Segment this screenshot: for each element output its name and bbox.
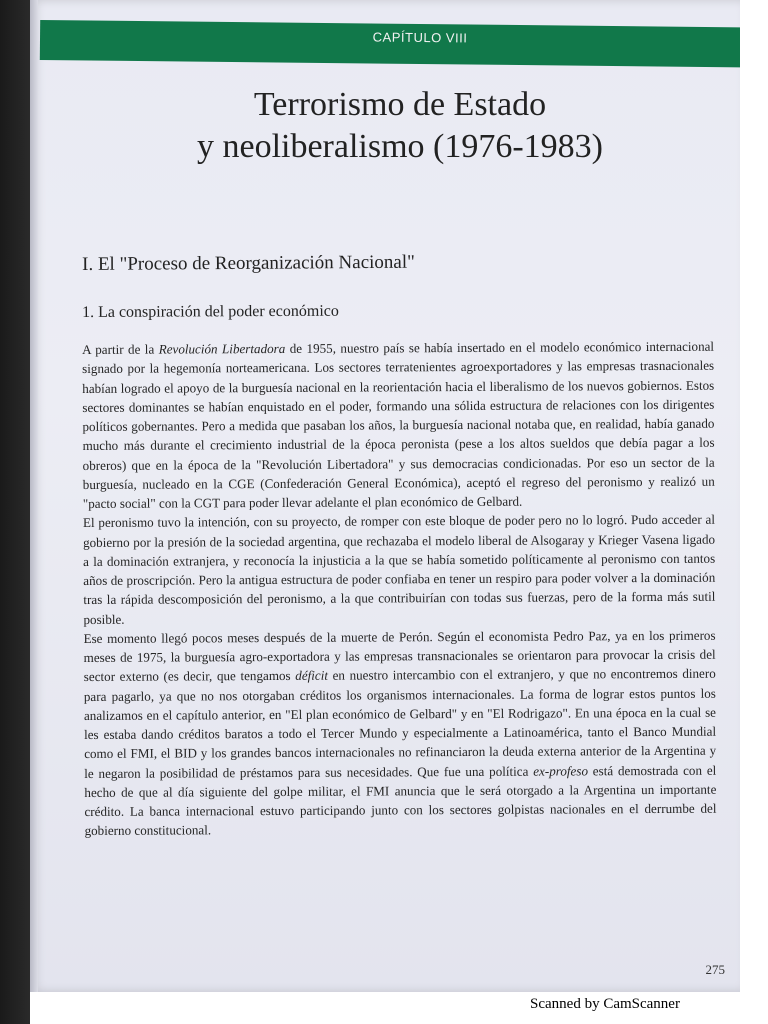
section-heading: I. El "Proceso de Reorganización Nacional": [82, 251, 415, 275]
scanner-watermark: Scanned by CamScanner: [530, 996, 680, 1012]
book-spine-shadow: [30, 0, 38, 992]
paragraph-3-part-a: Ese momento llegó pocos meses después de la muerte de Perón. Según el economista Pedro Paz, ya en los primeros meses de 1975, la burguesía agro-exportadora y las empresas transnacionales se orientaron para provocar la crisis del sector externo (es decir, que tengamos: [83, 627, 716, 685]
paragraph-3: [84, 625, 717, 840]
subsection-heading: 1. La conspiración del poder económico: [82, 302, 339, 321]
paragraph-2: El peronismo tuvo la intención, con su proyecto, de romper con este bloque de poder pero no lo logró. Pudo acceder al gobierno por la presión de la sociedad argentina, que rechazaba el modelo liberal de Alsogaray y Krieger Vasena ligado a la dominación extranjera, y reconocía la injusticia a la que se había sometido políticamente al peronismo con tantos años de proscripción. Pero la antigua estructura de poder confiaba en tener un respiro para poder volver a la dominación tras la rápida descomposición del peronismo, a la que contribuirían con todas sus fuerzas, pero de la forma más sutil posible.: [82, 511, 716, 627]
paragraph-3-part-c: está demostrada con el hecho de que al día siguiente del golpe militar, el FMI anuncia que le será otorgado a la Argentina un importante crédito. La banca internacional estuvo participando junto con los sectores golpistas nacionales en el derrumbe del gobierno constitucional.: [84, 762, 717, 839]
paragraph-3-emphasis-1: déficit: [295, 667, 329, 684]
paragraph-3-emphasis-2: ex-profeso: [533, 762, 589, 779]
paragraph-1-emphasis: Revolución Libertadora: [158, 340, 286, 357]
page-number: 275: [705, 962, 725, 977]
book-page: [30, 0, 740, 992]
paragraph-1: [82, 337, 715, 514]
paragraph-1-rest: de 1955, nuestro país se había insertado en el modelo económico internacional signado por la hegemonía norteamericana. Los sectores terratenientes agroexportadores y las empresas trasnacionales habían logrado el apoyo de la burguesía nacional en la reorientación hacia el liberalismo de los nuevos gobiernos. Estos sectores dominantes se habían enquistado en el poder, formando una sólida estructura de relaciones con los dirigentes políticos gobernantes. Pero a medida que pasaban los años, la burguesía nacional notaba que, en realidad, había ganado mucho más durante el crecimiento industrial de la época peronista (pese a los altos sueldos que debía pagar a los obreros) que en la época de la "Revolución Libertadora" y sus democracias condicionadas. Por eso un sector de la burguesía, nucleado en la CGE (Confederación General Económica), aceptó el regreso del peronismo y realizó un "pacto social" con la CGT para poder llevar adelante el plan económico de Gelbard.: [82, 338, 715, 511]
chapter-title-line-2: y neoliberalismo (1976-1983): [196, 128, 604, 165]
chapter-label: CAPÍTULO VIII: [372, 29, 468, 46]
chapter-banner: [40, 20, 740, 67]
paragraph-3-part-b: en nuestro intercambio con el extranjero, y que no encontremos dinero para pagarlo, ya que no nos otorgaban créditos los organismos internacionales. La forma de lograr estos puntos los analizamos en el capítulo anterior, en "El plan económico de Gelbard" y en "El Rodrigazo". En una época en la cual se les estaba dando créditos baratos a todo el Tercer Mundo y especialmente a Latinoamérica, tanto el Banco Mundial como el FMI, el BID y los grandes bancos internacionales no refinanciaron la deuda externa anterior de la Argentina y le negaron la posibilidad de préstamos para sus necesidades. Que fue una política: [83, 665, 717, 781]
chapter-title: [110, 84, 690, 168]
body-text: [82, 337, 717, 841]
paragraph-1-start: A partir de la: [82, 341, 159, 357]
chapter-title-line-1: Terrorismo de Estado: [253, 86, 547, 123]
